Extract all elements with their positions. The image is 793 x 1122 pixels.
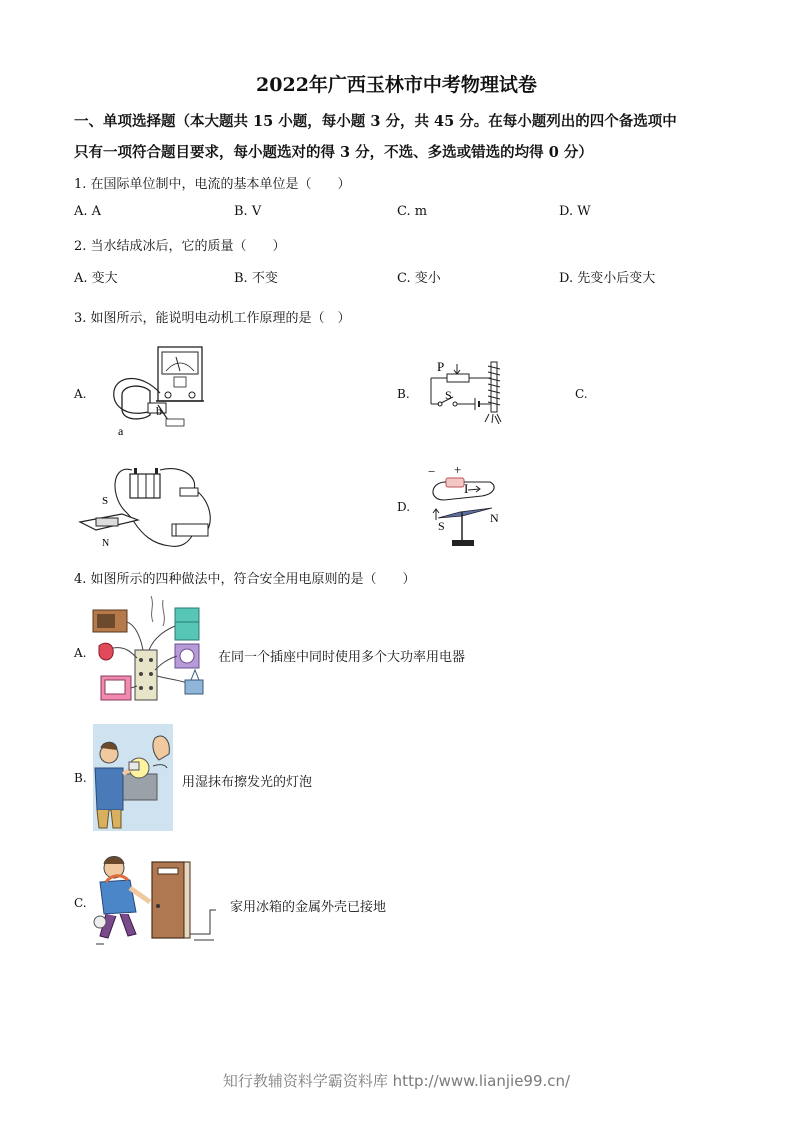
q3-figure-b-electromagnet xyxy=(425,356,520,426)
q2-stem: 2. 当水结成冰后，它的质量（ ） xyxy=(74,239,286,254)
q2-option-c: C. 变小 xyxy=(397,271,441,286)
q4-stem: 4. 如图所示的四种做法中，符合安全用电原则的是（ ） xyxy=(74,572,416,587)
q3-fig-c-label-n: N xyxy=(102,538,110,549)
q3-figure-a-galvanometer xyxy=(102,343,214,438)
q4-figure-b-wiping-bulb xyxy=(93,724,173,831)
q1-option-d: D. W xyxy=(559,204,591,219)
q2-option-a: A. 变大 xyxy=(74,271,118,286)
q3-figure-d-compass-needle xyxy=(424,462,509,552)
q4-option-b-label: B. xyxy=(74,771,87,785)
q1-option-a: A. A xyxy=(74,204,102,219)
q3-fig-d-label-current: I xyxy=(464,481,469,496)
q4-option-c-label: C. xyxy=(74,896,87,910)
q4-option-a-text: 在同一个插座中同时使用多个大功率用电器 xyxy=(218,650,466,665)
q1-stem: 1. 在国际单位制中，电流的基本单位是（ ） xyxy=(74,177,351,192)
q3-label-c: C. xyxy=(575,387,588,401)
q2-option-b: B. 不变 xyxy=(234,271,278,286)
q4-figure-c-grounded-fridge xyxy=(92,852,220,948)
section-heading-line2: 只有一项符合题目要求，每小题选对的得 3 分，不选、多选或错选的均得 0 分） xyxy=(74,144,593,161)
q3-fig-a-label-a: a xyxy=(118,424,124,438)
section-heading-line1: 一、单项选择题（本大题共 15 小题，每小题 3 分，共 45 分。在每小题列出的四个备选项中 xyxy=(74,113,677,130)
q4-figure-a-overloaded-socket xyxy=(91,596,213,710)
q3-fig-d-label-plus: + xyxy=(454,462,462,477)
q3-fig-c-label-s: S xyxy=(102,495,109,507)
q3-label-d: D. xyxy=(397,500,411,514)
q3-fig-d-label-minus: − xyxy=(428,464,436,479)
q3-label-a: A. xyxy=(74,387,87,401)
q3-label-b: B. xyxy=(397,387,410,401)
q3-fig-b-label-s: S xyxy=(445,388,452,402)
q3-fig-d-label-n: N xyxy=(490,511,499,525)
q4-option-c-text: 家用冰箱的金属外壳已接地 xyxy=(230,900,387,915)
q3-stem: 3. 如图所示，能说明电动机工作原理的是（ ） xyxy=(74,311,351,326)
q4-option-b-text: 用湿抹布擦发光的灯泡 xyxy=(182,775,313,790)
q3-figure-c-motor xyxy=(72,464,222,556)
q3-fig-d-label-s: S xyxy=(438,519,445,533)
footer-watermark: 知行教辅资料学霸资料库 http://www.lianjie99.cn/ xyxy=(222,1072,571,1090)
q1-option-b: B. V xyxy=(234,204,262,219)
q1-option-c: C. m xyxy=(397,204,428,219)
q3-fig-b-label-p: P xyxy=(437,359,445,374)
page-title: 2022年广西玉林市中考物理试卷 xyxy=(256,74,537,96)
q4-option-a-label: A. xyxy=(74,646,87,660)
q3-fig-a-label-b: b xyxy=(156,404,162,418)
q2-option-d: D. 先变小后变大 xyxy=(559,271,656,286)
